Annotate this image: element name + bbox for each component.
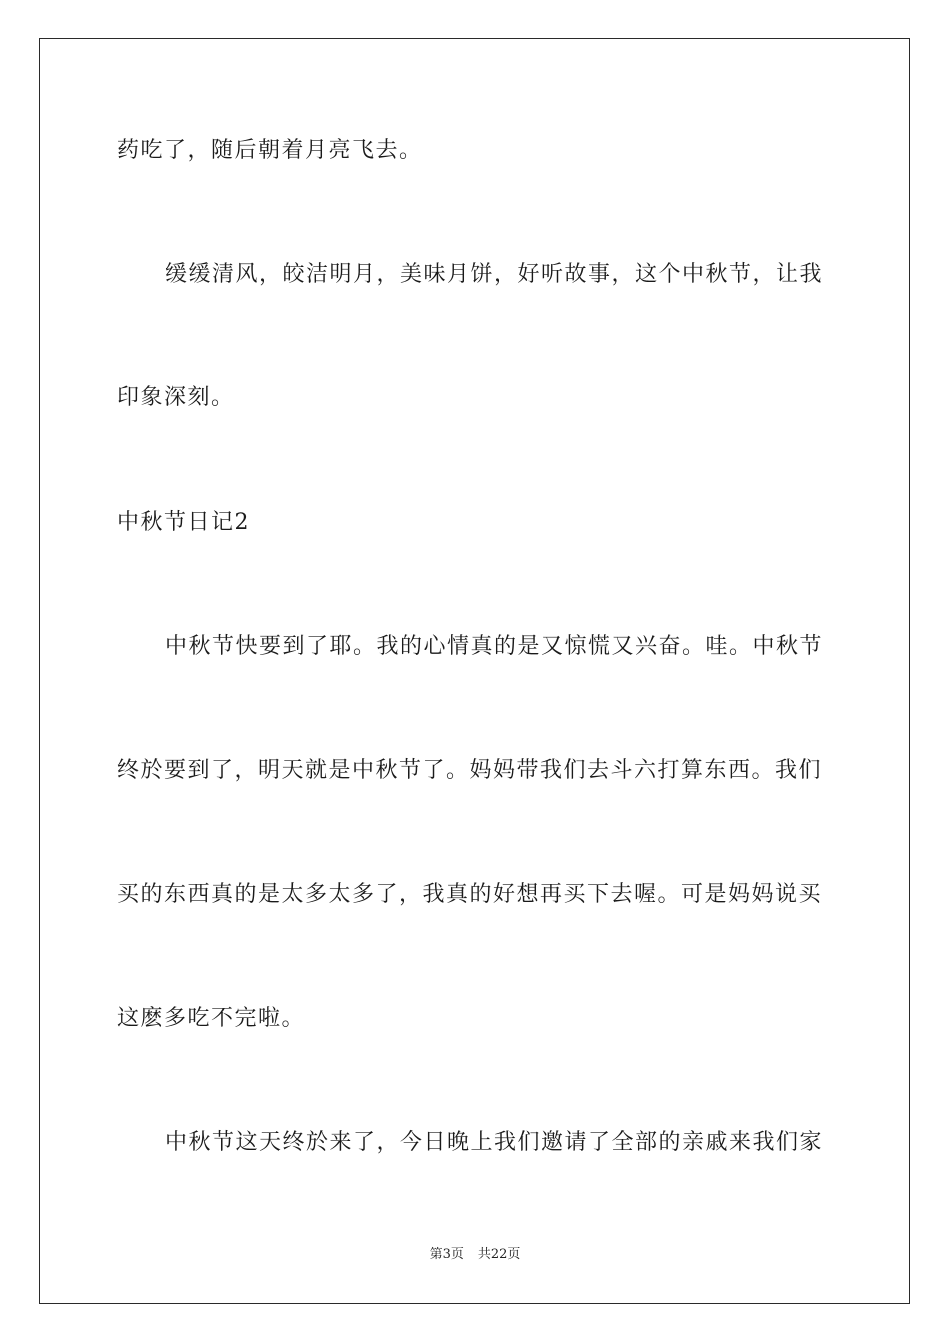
body-text-line: 药吃了，随后朝着月亮飞去。: [117, 138, 423, 163]
body-text-line: 终於要到了，明天就是中秋节了。妈妈带我们去斗六打算东西。我们: [117, 758, 823, 783]
section-heading: 中秋节日记2: [117, 510, 250, 535]
body-text-line: 这麽多吃不完啦。: [117, 1006, 306, 1031]
page-footer: [0, 1246, 950, 1264]
page-border: [39, 38, 910, 1304]
paragraph-first-line: 缓缓清风，皎洁明月，美味月饼，好听故事，这个中秋节，让我: [165, 262, 824, 287]
total-pages: 共22页: [477, 1247, 521, 1262]
paragraph-first-line: 中秋节这天终於来了，今日晚上我们邀请了全部的亲戚来我们家: [165, 1130, 824, 1155]
body-text-line: 印象深刻。: [117, 385, 235, 410]
page-number: 第3页: [429, 1247, 464, 1262]
paragraph-first-line: 中秋节快要到了耶。我的心情真的是又惊慌又兴奋。哇。中秋节: [165, 634, 824, 659]
body-text-line: 买的东西真的是太多太多了，我真的好想再买下去喔。可是妈妈说买: [117, 882, 823, 907]
